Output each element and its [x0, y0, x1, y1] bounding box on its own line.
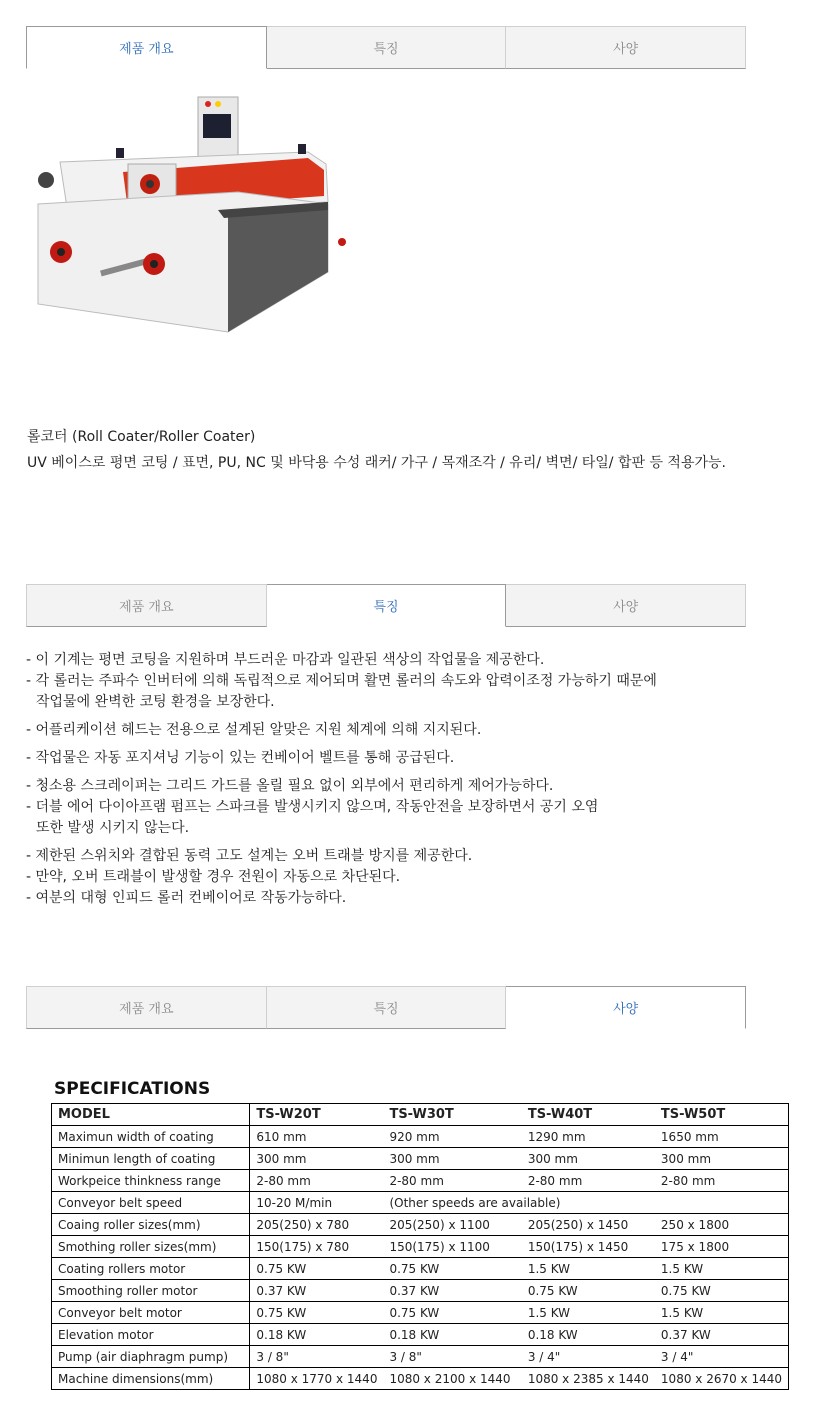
- table-row: [52, 1192, 789, 1214]
- header-cell: MODEL: [52, 1104, 250, 1126]
- spec-label: Elevation motor: [52, 1324, 250, 1346]
- spec-value: 250 x 1800: [655, 1214, 789, 1236]
- feature-item: - 작업물은 자동 포지셔닝 기능이 있는 컨베이어 벨트를 통해 공급된다.: [26, 750, 455, 766]
- header-cell: TS-W50T: [655, 1104, 789, 1126]
- specifications-title: SPECIFICATIONS: [54, 1079, 211, 1099]
- spec-value: 3 / 4": [655, 1346, 789, 1368]
- tab-bar-overview: [26, 26, 746, 69]
- table-row: [52, 1324, 789, 1346]
- feature-item: - 더블 에어 다이아프램 펌프는 스파크를 발생시키지 않으며, 작동안전을 보장하면서 공기 오염: [26, 799, 599, 815]
- spec-value: 3 / 8": [383, 1346, 521, 1368]
- spec-value: 0.18 KW: [522, 1324, 655, 1346]
- spec-value: 2-80 mm: [655, 1170, 789, 1192]
- spec-value: 1.5 KW: [655, 1258, 789, 1280]
- table-row: [52, 1126, 789, 1148]
- spec-value: 10-20 M/min: [250, 1192, 384, 1214]
- spec-value: 0.75 KW: [250, 1302, 384, 1324]
- tab-overview[interactable]: 제품 개요: [26, 986, 267, 1029]
- table-row: [52, 1214, 789, 1236]
- feature-item: - 청소용 스크레이퍼는 그리드 가드를 올릴 필요 없이 외부에서 편리하게 제어가능하다.: [26, 778, 554, 794]
- feature-group: [26, 748, 766, 769]
- spec-value: 300 mm: [522, 1148, 655, 1170]
- spec-value: 300 mm: [250, 1148, 384, 1170]
- spec-value: 920 mm: [383, 1126, 521, 1148]
- spec-label: Maximun width of coating: [52, 1126, 250, 1148]
- feature-item: 작업물에 완벽한 코팅 환경을 보장한다.: [36, 694, 275, 710]
- spec-value: (Other speeds are available): [383, 1192, 788, 1214]
- spec-label: Smothing roller sizes(mm): [52, 1236, 250, 1258]
- spec-value: 2-80 mm: [383, 1170, 521, 1192]
- table-row: [52, 1148, 789, 1170]
- tab-overview[interactable]: 제품 개요: [26, 584, 267, 627]
- table-row: [52, 1280, 789, 1302]
- spec-value: 300 mm: [655, 1148, 789, 1170]
- spec-value: 3 / 8": [250, 1346, 384, 1368]
- spec-value: 2-80 mm: [522, 1170, 655, 1192]
- tab-overview[interactable]: 제품 개요: [26, 26, 267, 69]
- spec-value: 150(175) x 1450: [522, 1236, 655, 1258]
- tab-specs[interactable]: 사양: [506, 26, 746, 69]
- table-row: [52, 1368, 789, 1390]
- table-row: [52, 1170, 789, 1192]
- spec-value: 0.75 KW: [250, 1258, 384, 1280]
- feature-item: - 제한된 스위치와 결합된 동력 고도 설계는 오버 트래블 방지를 제공한다.: [26, 848, 473, 864]
- spec-label: Conveyor belt motor: [52, 1302, 250, 1324]
- tab-bar-features: [26, 584, 746, 627]
- table-row: [52, 1258, 789, 1280]
- product-description: UV 베이스로 평면 코팅 / 표면, PU, NC 및 바닥용 수성 래커/ 가구 / 목재조각 / 유리/ 벽면/ 타일/ 합판 등 적용가능.: [27, 455, 726, 471]
- header-cell: TS-W40T: [522, 1104, 655, 1126]
- spec-value: 150(175) x 1100: [383, 1236, 521, 1258]
- spec-value: 1080 x 2100 x 1440: [383, 1368, 521, 1390]
- table-row: [52, 1346, 789, 1368]
- spec-value: 1080 x 2670 x 1440: [655, 1368, 789, 1390]
- tab-features[interactable]: 특징: [267, 986, 507, 1029]
- spec-value: 0.18 KW: [250, 1324, 384, 1346]
- spec-value: 1650 mm: [655, 1126, 789, 1148]
- spec-value: 1080 x 1770 x 1440: [250, 1368, 384, 1390]
- spec-value: 0.37 KW: [655, 1324, 789, 1346]
- feature-group: [26, 846, 766, 909]
- specifications-table: [51, 1103, 789, 1390]
- spec-label: Coaing roller sizes(mm): [52, 1214, 250, 1236]
- spec-label: Machine dimensions(mm): [52, 1368, 250, 1390]
- spec-value: 1080 x 2385 x 1440: [522, 1368, 655, 1390]
- feature-item: - 어플리케이션 헤드는 전용으로 설계된 알맞은 지원 체계에 의해 지지된다.: [26, 722, 482, 738]
- spec-value: 205(250) x 1100: [383, 1214, 521, 1236]
- tab-specs[interactable]: 사양: [506, 584, 746, 627]
- spec-value: 0.75 KW: [522, 1280, 655, 1302]
- spec-value: 1.5 KW: [522, 1258, 655, 1280]
- feature-group: [26, 776, 766, 839]
- spec-value: 3 / 4": [522, 1346, 655, 1368]
- spec-value: 205(250) x 1450: [522, 1214, 655, 1236]
- header-cell: TS-W30T: [383, 1104, 521, 1126]
- spec-value: 610 mm: [250, 1126, 384, 1148]
- table-header-row: [52, 1104, 789, 1126]
- feature-item: - 이 기계는 평면 코팅을 지원하며 부드러운 마감과 일관된 색상의 작업물을 제공한다.: [26, 652, 545, 668]
- tab-specs[interactable]: 사양: [506, 986, 746, 1029]
- spec-label: Smoothing roller motor: [52, 1280, 250, 1302]
- spec-value: 2-80 mm: [250, 1170, 384, 1192]
- spec-value: 300 mm: [383, 1148, 521, 1170]
- features-list: [26, 650, 766, 916]
- feature-group: [26, 650, 766, 713]
- spec-label: Pump (air diaphragm pump): [52, 1346, 250, 1368]
- spec-value: 1290 mm: [522, 1126, 655, 1148]
- spec-label: Workpeice thinkness range: [52, 1170, 250, 1192]
- roll-coater-image: [28, 92, 358, 342]
- spec-value: 0.37 KW: [250, 1280, 384, 1302]
- feature-group: [26, 720, 766, 741]
- spec-value: 0.75 KW: [383, 1302, 521, 1324]
- product-name: 롤코터 (Roll Coater/Roller Coater): [27, 429, 256, 445]
- spec-value: 175 x 1800: [655, 1236, 789, 1258]
- spec-value: 150(175) x 780: [250, 1236, 384, 1258]
- spec-value: 0.37 KW: [383, 1280, 521, 1302]
- header-cell: TS-W20T: [250, 1104, 384, 1126]
- spec-label: Coating rollers motor: [52, 1258, 250, 1280]
- table-row: [52, 1302, 789, 1324]
- spec-value: 0.18 KW: [383, 1324, 521, 1346]
- feature-item: - 만약, 오버 트래블이 발생할 경우 전원이 자동으로 차단된다.: [26, 869, 401, 885]
- spec-label: Minimun length of coating: [52, 1148, 250, 1170]
- feature-item: 또한 발생 시키지 않는다.: [36, 820, 190, 836]
- feature-item: - 여분의 대형 인피드 롤러 컨베이어로 작동가능하다.: [26, 890, 347, 906]
- tab-features[interactable]: 특징: [267, 26, 507, 69]
- table-row: [52, 1236, 789, 1258]
- spec-value: 1.5 KW: [655, 1302, 789, 1324]
- spec-value: 1.5 KW: [522, 1302, 655, 1324]
- spec-value: 0.75 KW: [383, 1258, 521, 1280]
- tab-bar-specs: [26, 986, 746, 1029]
- spec-value: 0.75 KW: [655, 1280, 789, 1302]
- feature-item: - 각 롤러는 주파수 인버터에 의해 독립적으로 제어되며 활면 롤러의 속도와 압력이조정 가능하기 때문에: [26, 673, 657, 689]
- tab-features[interactable]: 특징: [267, 584, 507, 627]
- spec-value: 205(250) x 780: [250, 1214, 384, 1236]
- spec-label: Conveyor belt speed: [52, 1192, 250, 1214]
